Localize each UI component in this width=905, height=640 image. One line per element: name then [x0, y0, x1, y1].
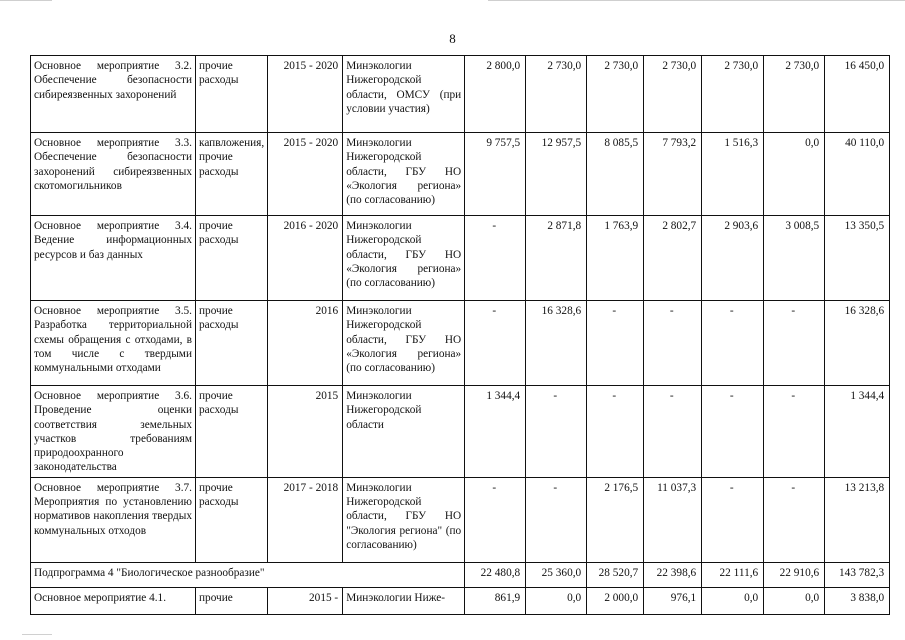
year-value: -	[702, 301, 764, 386]
total-value: 16 450,0	[825, 56, 890, 133]
year-value: 2 730,0	[702, 56, 764, 133]
year-value: -	[702, 477, 764, 562]
year-value: -	[465, 216, 526, 301]
total-value: 143 782,3	[825, 562, 890, 587]
measure-name: Основное мероприятие 3.2. Обеспечение безопасности сибиреязвенных захоронений	[31, 56, 196, 133]
executor: Минэкологии Нижегородской области, ГБУ НО «Экология региона» (по согласованию)	[343, 301, 465, 386]
table-body	[31, 56, 890, 615]
table-row	[31, 386, 890, 478]
executor: Минэкологии Нижегородской области, ГБУ НО "Экология региона" (по согласованию)	[343, 477, 465, 562]
total-value: 13 350,5	[825, 216, 890, 301]
implementation-period: 2015 -	[268, 587, 343, 614]
top-rule-left	[0, 0, 52, 1]
bottom-rule	[22, 634, 52, 635]
year-value: 12 957,5	[526, 133, 587, 216]
year-value: -	[587, 301, 644, 386]
expense-type: прочие расходы	[196, 56, 268, 133]
total-value: 1 344,4	[825, 386, 890, 478]
year-value: 2 730,0	[644, 56, 702, 133]
expense-type: прочие	[196, 587, 268, 614]
implementation-period: 2017 - 2018	[268, 477, 343, 562]
expense-type: капвложения, прочие расходы	[196, 133, 268, 216]
measure-name: Основное мероприятие 3.7. Мероприятия по установлению нормативов накопления твердых коммунальных отходов	[31, 477, 196, 562]
year-value: 0,0	[702, 587, 764, 614]
top-rule-right	[488, 0, 905, 1]
year-value: 22 910,6	[764, 562, 825, 587]
measure-name: Основное мероприятие 3.3. Обеспечение безопасности захоронений сибиреязвенных скотомогильников	[31, 133, 196, 216]
year-value: -	[526, 477, 587, 562]
year-value: -	[764, 301, 825, 386]
executor: Минэкологии Нижегородской области	[343, 386, 465, 478]
year-value: 976,1	[644, 587, 702, 614]
measure-name: Основное мероприятие 3.5. Разработка территориальной схемы обращения с отходами, в том числе с твердыми коммунальными отходами	[31, 301, 196, 386]
executor: Минэкологии Ниже-	[343, 587, 465, 614]
year-value: -	[764, 477, 825, 562]
year-value: 0,0	[764, 133, 825, 216]
table-row	[31, 301, 890, 386]
executor: Минэкологии Нижегородской области, ОМСУ (при условии участия)	[343, 56, 465, 133]
year-value: -	[644, 386, 702, 478]
implementation-period: 2015 - 2020	[268, 133, 343, 216]
year-value: 2 730,0	[526, 56, 587, 133]
total-value: 13 213,8	[825, 477, 890, 562]
year-value: 22 398,6	[644, 562, 702, 587]
year-value: 0,0	[526, 587, 587, 614]
year-value: -	[764, 386, 825, 478]
year-value: 11 037,3	[644, 477, 702, 562]
expense-type: прочие расходы	[196, 216, 268, 301]
table-row	[31, 477, 890, 562]
year-value: 28 520,7	[587, 562, 644, 587]
measure-name: Основное мероприятие 3.6. Проведение оценки соответствия земельных участков требованиям природоохранного законодательства	[31, 386, 196, 478]
expense-type: прочие расходы	[196, 477, 268, 562]
year-value: 25 360,0	[526, 562, 587, 587]
table-row	[31, 587, 890, 614]
year-value: -	[644, 301, 702, 386]
total-value: 16 328,6	[825, 301, 890, 386]
year-value: 2 800,0	[465, 56, 526, 133]
budget-table	[30, 55, 890, 615]
executor: Минэкологии Нижегородской области, ГБУ НО «Экология региона» (по согласованию)	[343, 216, 465, 301]
implementation-period: 2016	[268, 301, 343, 386]
implementation-period: 2015 - 2020	[268, 56, 343, 133]
year-value: 2 176,5	[587, 477, 644, 562]
year-value: 8 085,5	[587, 133, 644, 216]
executor: Минэкологии Нижегородской области, ГБУ НО «Экология региона» (по согласованию)	[343, 133, 465, 216]
year-value: 9 757,5	[465, 133, 526, 216]
year-value: 16 328,6	[526, 301, 587, 386]
expense-type: прочие расходы	[196, 386, 268, 478]
year-value: 2 730,0	[587, 56, 644, 133]
year-value: 861,9	[465, 587, 526, 614]
year-value: 2 000,0	[587, 587, 644, 614]
year-value: -	[702, 386, 764, 478]
expense-type: прочие расходы	[196, 301, 268, 386]
year-value: 2 802,7	[644, 216, 702, 301]
total-value: 40 110,0	[825, 133, 890, 216]
implementation-period: 2016 - 2020	[268, 216, 343, 301]
year-value: 22 480,8	[465, 562, 526, 587]
year-value: -	[587, 386, 644, 478]
year-value: 3 008,5	[764, 216, 825, 301]
year-value: 2 730,0	[764, 56, 825, 133]
year-value: -	[526, 386, 587, 478]
year-value: 0,0	[764, 587, 825, 614]
year-value: -	[465, 301, 526, 386]
year-value: 2 871,8	[526, 216, 587, 301]
year-value: 2 903,6	[702, 216, 764, 301]
year-value: -	[465, 477, 526, 562]
measure-name: Основное мероприятие 4.1.	[31, 587, 196, 614]
year-value: 22 111,6	[702, 562, 764, 587]
year-value: 1 516,3	[702, 133, 764, 216]
subprogram-row	[31, 562, 890, 587]
subprogram-label: Подпрограмма 4 "Биологическое разнообразие"	[31, 562, 465, 587]
year-value: 1 344,4	[465, 386, 526, 478]
implementation-period: 2015	[268, 386, 343, 478]
table-row	[31, 216, 890, 301]
table-row	[31, 133, 890, 216]
total-value: 3 838,0	[825, 587, 890, 614]
year-value: 7 793,2	[644, 133, 702, 216]
measure-name: Основное мероприятие 3.4. Ведение информационных ресурсов и баз данных	[31, 216, 196, 301]
table-row	[31, 56, 890, 133]
year-value: 1 763,9	[587, 216, 644, 301]
page-number: 8	[449, 31, 456, 46]
